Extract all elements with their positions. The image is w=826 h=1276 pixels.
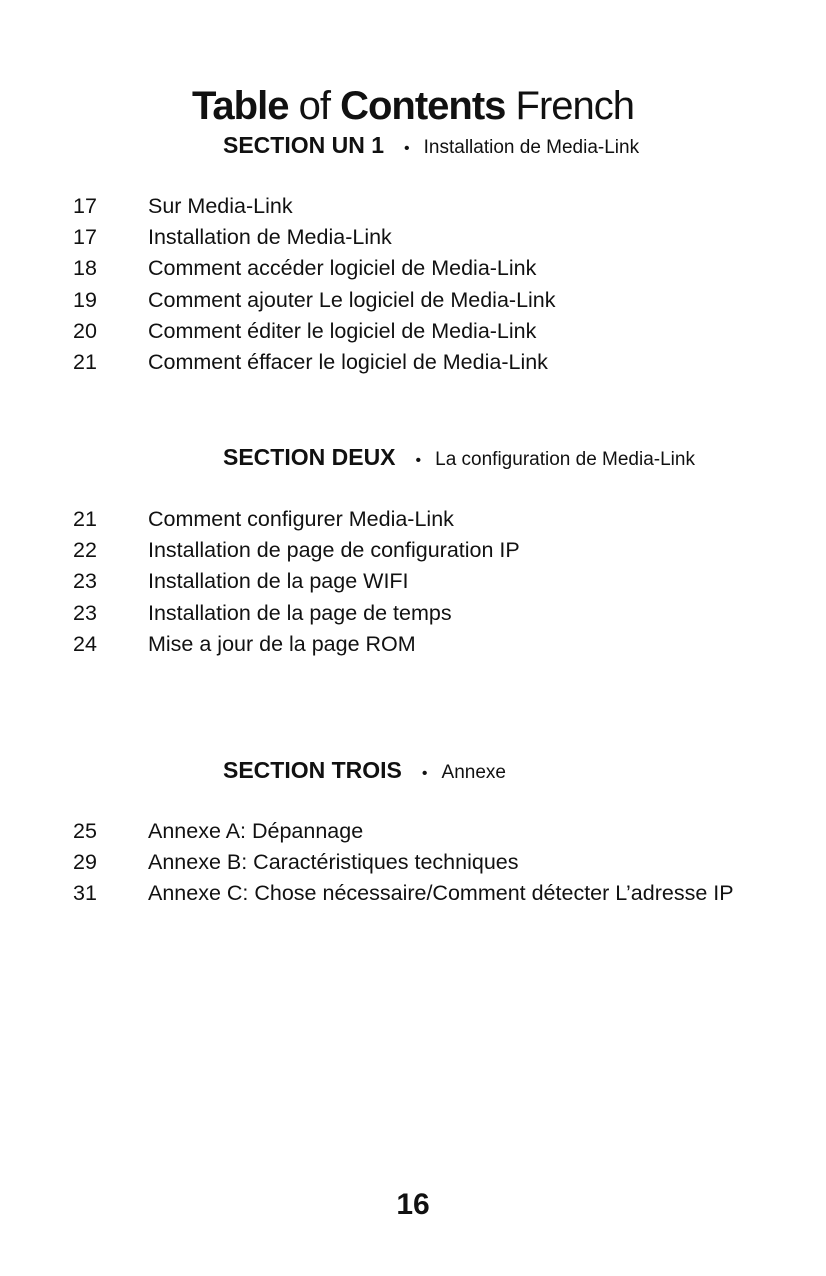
page-title xyxy=(0,81,826,131)
toc-entry[interactable] xyxy=(0,347,826,378)
toc-entry[interactable] xyxy=(0,816,826,847)
toc-entry-text: Annexe B: Caractéristiques techniques xyxy=(148,850,519,875)
toc-entry[interactable] xyxy=(0,535,826,566)
toc-page-number: 20 xyxy=(73,318,97,343)
toc-entry-text: Comment accéder logiciel de Media-Link xyxy=(148,256,537,281)
section-heading-3 xyxy=(223,755,506,785)
toc-entry-text: Annexe A: Dépannage xyxy=(148,819,364,843)
title-word-contents: Contents xyxy=(340,83,506,128)
toc-page-number: 21 xyxy=(73,349,97,374)
toc-page-number: 19 xyxy=(73,287,97,312)
section-label: SECTION DEUX xyxy=(223,444,396,470)
toc-list-section-2 xyxy=(0,504,826,660)
title-word-table: Table xyxy=(191,83,289,128)
toc-entry-text: Comment éditer le logiciel de Media-Link xyxy=(148,318,537,343)
toc-entry-text: Installation de Media-Link xyxy=(148,225,392,250)
page-number: 16 xyxy=(396,1188,430,1221)
section-label: SECTION UN 1 xyxy=(223,132,385,158)
section-subtitle: Installation de Media-Link xyxy=(423,137,640,158)
toc-entry[interactable] xyxy=(0,253,826,284)
bullet-icon: • xyxy=(404,140,410,157)
section-label: SECTION TROIS xyxy=(223,757,402,783)
section-heading-2 xyxy=(223,442,695,472)
toc-entry[interactable] xyxy=(0,191,826,222)
toc-entry[interactable] xyxy=(0,847,826,878)
toc-page-number: 17 xyxy=(73,194,97,218)
toc-page-number: 24 xyxy=(73,631,97,656)
toc-page-number: 21 xyxy=(73,507,97,531)
title-word-of: of xyxy=(298,83,330,128)
toc-entry-text: Installation de la page WIFI xyxy=(148,569,409,594)
toc-entry-text: Mise a jour de la page ROM xyxy=(148,631,416,656)
title-word-french: French xyxy=(515,83,635,128)
section-subtitle: La configuration de Media-Link xyxy=(435,449,695,470)
toc-list-section-1 xyxy=(0,191,826,378)
toc-page-number: 17 xyxy=(73,225,97,250)
toc-entry-text: Comment configurer Media-Link xyxy=(148,507,454,531)
bullet-icon: • xyxy=(421,765,428,782)
toc-entry-text: Comment éffacer le logiciel de Media-Link xyxy=(148,349,548,374)
toc-entry-text: Comment ajouter Le logiciel de Media-Link xyxy=(148,287,556,312)
toc-page-number: 29 xyxy=(73,850,97,875)
toc-entry[interactable] xyxy=(0,222,826,253)
toc-entry[interactable] xyxy=(0,504,826,535)
toc-list-section-3 xyxy=(0,816,826,910)
toc-entry[interactable] xyxy=(0,878,826,909)
toc-entry-text: Sur Media-Link xyxy=(148,194,293,218)
toc-entry-text: Installation de la page de temps xyxy=(148,600,452,625)
section-heading-1 xyxy=(223,130,639,160)
toc-entry[interactable] xyxy=(0,316,826,347)
toc-entry[interactable] xyxy=(0,598,826,629)
toc-entry[interactable] xyxy=(0,566,826,597)
toc-page-number: 18 xyxy=(73,256,97,281)
toc-entry-text: Installation de page de configuration IP xyxy=(148,538,520,563)
toc-page-number: 31 xyxy=(73,881,97,906)
toc-page-number: 23 xyxy=(73,600,97,625)
toc-page-number: 25 xyxy=(73,819,97,843)
section-subtitle: Annexe xyxy=(441,762,506,783)
toc-entry[interactable] xyxy=(0,285,826,316)
toc-page-number: 22 xyxy=(73,538,97,563)
toc-entry-text: Annexe C: Chose nécessaire/Comment détecter L’adresse IP xyxy=(148,881,734,906)
bullet-icon: • xyxy=(415,452,422,469)
toc-entry[interactable] xyxy=(0,629,826,660)
toc-page-number: 23 xyxy=(73,569,97,594)
